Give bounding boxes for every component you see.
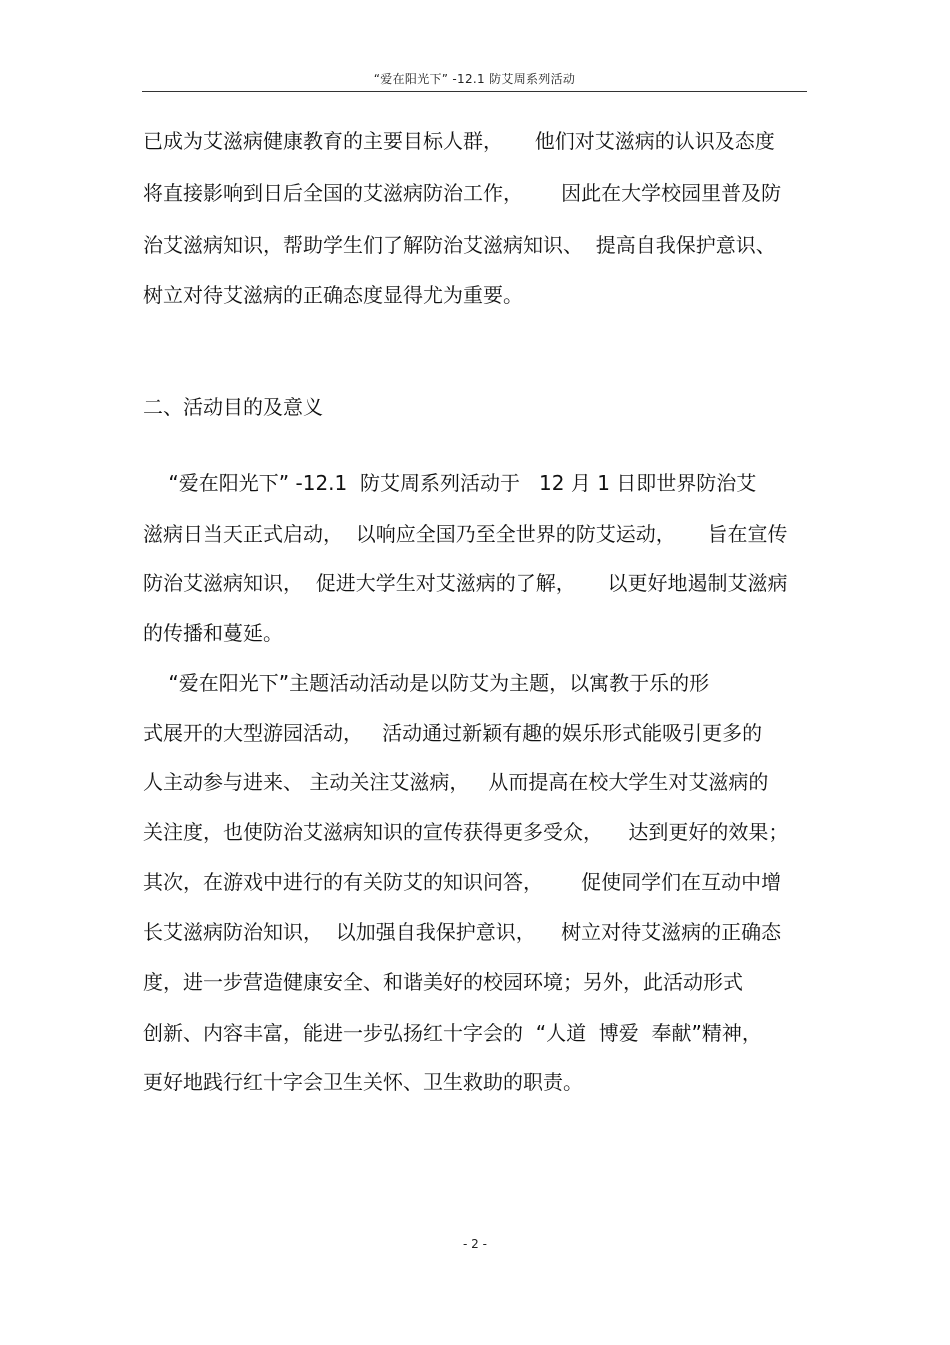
paragraph-line: 其次，在游戏中进行的有关防艾的知识问答， 促使同学们在互动中增 — [143, 870, 782, 894]
paragraph-line: 度，进一步营造健康安全、和谐美好的校园环境；另外，此活动形式 — [143, 970, 743, 994]
paragraph-line: 创新、内容丰富，能进一步弘扬红十字会的 “人道 博爱 奉献”精神， — [143, 1021, 762, 1045]
section-heading: 二、活动目的及意义 — [143, 395, 323, 419]
paragraph-line: 长艾滋病防治知识， 以加强自我保护意识， 树立对待艾滋病的正确态 — [143, 920, 782, 944]
paragraph-line: 滋病日当天正式启动， 以响应全国乃至全世界的防艾运动， 旨在宣传 — [143, 522, 788, 546]
paragraph-line: 防治艾滋病知识， 促进大学生对艾滋病的了解， 以更好地遏制艾滋病 — [143, 571, 788, 595]
paragraph-line: 树立对待艾滋病的正确态度显得尤为重要。 — [143, 283, 523, 307]
paragraph-line: 更好地践行红十字会卫生关怀、卫生救助的职责。 — [143, 1070, 583, 1094]
paragraph-line: 将直接影响到日后全国的艾滋病防治工作， 因此在大学校园里普及防 — [143, 181, 782, 205]
paragraph-line: 已成为艾滋病健康教育的主要目标人群， 他们对艾滋病的认识及态度 — [143, 129, 775, 153]
paragraph-line: 式展开的大型游园活动， 活动通过新颖有趣的娱乐形式能吸引更多的 — [143, 721, 763, 745]
paragraph-line: “爱在阳光下” -12.1 防艾周系列活动于 12 月 1 日即世界防治艾 — [143, 471, 757, 495]
paragraph-line: “爱在阳光下”主题活动活动是以防艾为主题，以寓教于乐的形 — [143, 671, 710, 695]
paragraph-line: 人主动参与进来、 主动关注艾滋病， 从而提高在校大学生对艾滋病的 — [143, 770, 769, 794]
header-divider — [142, 91, 807, 92]
running-header: “爱在阳光下” -12.1 防艾周系列活动 — [373, 72, 576, 86]
page-number: - 2 - — [463, 1237, 487, 1251]
paragraph-line: 治艾滋病知识，帮助学生们了解防治艾滋病知识、 提高自我保护意识、 — [143, 233, 776, 257]
paragraph-line: 的传播和蔓延。 — [143, 621, 283, 645]
paragraph-line: 关注度，也使防治艾滋病知识的宣传获得更多受众， 达到更好的效果； — [143, 820, 789, 844]
